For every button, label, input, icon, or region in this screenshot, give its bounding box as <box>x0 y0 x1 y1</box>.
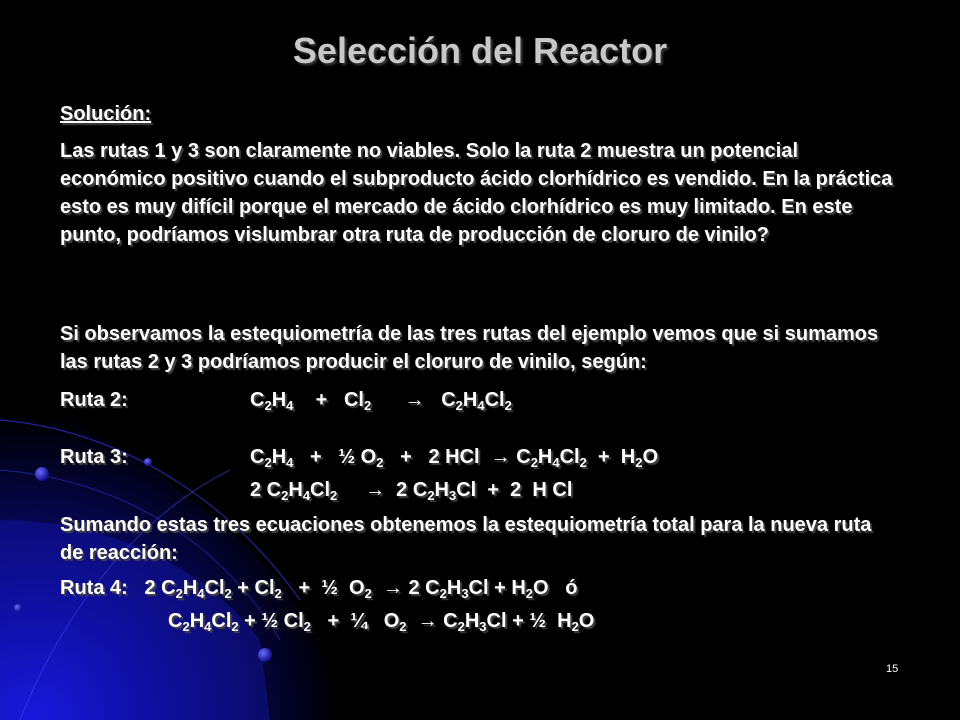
ruta-3-label: Ruta 3: <box>60 446 128 468</box>
ruta-2-label: Ruta 2: <box>60 389 128 411</box>
paragraph-analysis: Las rutas 1 y 3 son claramente no viables. Solo la ruta 2 muestra un potencial económico positivo cuando el subproducto ácido clorhídrico es vendido. En la práctica esto es muy difícil porque el mercado de ácido clorhídrico es muy limitado. En este punto, podríamos vislumbrar otra ruta de producción de cloruro de vinilo? <box>60 140 893 246</box>
decor-dot <box>144 458 152 466</box>
ruta-4-label: Ruta 4: <box>60 577 128 599</box>
paragraph-sum: Sumando estas tres ecuaciones obtenemos la estequiometría total para la nueva ruta de reacción: <box>60 514 872 564</box>
page-number: 15 <box>886 663 899 675</box>
solution-heading: Solución: <box>60 103 152 125</box>
ruta-4-equation-line-2: $C_2H_4Cl_2$ + ½ $Cl_2$ + ¼ $O_2 \to C_2H_3Cl$ + ½ $H_2O$ <box>168 610 595 634</box>
ruta-3-equation-line-2: 2 $C_2H_4Cl_2$ → 2 $C_2H_3Cl + 2$ H Cl <box>250 479 573 503</box>
decor-dot <box>14 604 22 612</box>
ruta-3-equation: $C_2H_4$ + ½ $O_2 + 2$ HCl → $C_2H_4Cl_2 + H_2O$ <box>250 446 658 470</box>
decor-dot <box>258 648 272 662</box>
decor-dot <box>35 467 49 481</box>
slide-title: Selección del Reactor <box>292 30 668 71</box>
ruta-2-equation: $C_2H_4$ + $Cl_2$ → $C_2H_4Cl_2$ <box>250 389 512 413</box>
ruta-4-equation: Ruta 4: 2 $C_2H_4Cl_2 + Cl_2$ + ½ $O_2 \to 2$ $C_2H_3Cl + H_2O$ ó <box>60 577 578 601</box>
paragraph-stoichiometry: Si observamos la estequiometría de las tres rutas del ejemplo vemos que si sumamos las rutas 2 y 3 podríamos producir el cloruro de vinilo, según: <box>60 323 879 373</box>
